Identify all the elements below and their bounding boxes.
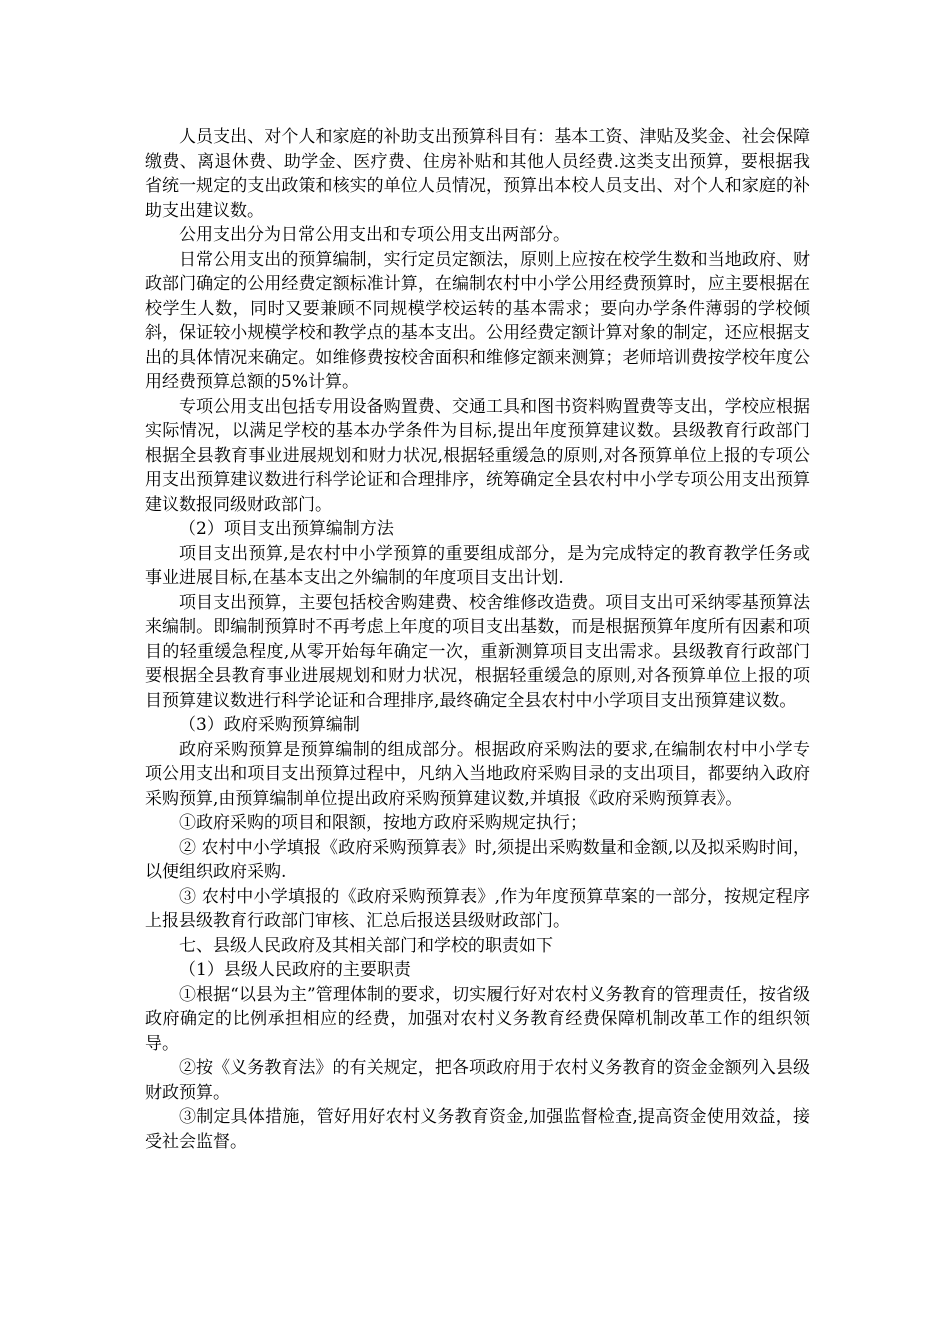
subsection-heading-county-government: （1）县级人民政府的主要职责 [179, 960, 411, 980]
paragraph-special-public-expenditure: 专项公用支出包括专用设备购置费、交通工具和图书资料购置费等支出，学校应根据实际情况，以满足学校的基本办学条件为目标,提出年度预算建议数。县级教育行政部门根据全县教育事业进展规划和财力状况,根据轻重缓急的原则,对各预算单位上报的专项公用支出预算建议数进行科学论证和合理排序，统筹确定全县农村中小学专项公用支出预算建议数报同级财政部门。 [145, 396, 810, 515]
section-heading-responsibilities: 七、县级人民政府及其相关部门和学校的职责如下 [179, 935, 553, 956]
section-heading-procurement-budget: （3）政府采购预算编制 [179, 715, 360, 735]
paragraph-personnel-expenditure: 人员支出、对个人和家庭的补助支出预算科目有：基本工资、津贴及奖金、社会保障缴费、离退休费、助学金、医疗费、住房补贴和其他人员经费.这类支出预算，要根据我省统一规定的支出政策和核实的单位人员情况，预算出本校人员支出、对个人和家庭的补助支出建议数。 [145, 127, 810, 221]
paragraph-procurement-budget: 政府采购预算是预算编制的组成部分。根据政府采购法的要求,在编制农村中小学专项公用支出和项目支出预算过程中，凡纳入当地政府采购目录的支出项目，都要纳入政府采购预算,由预算编制单位提出政府采购预算建议数,并填报《政府采购预算表》。 [145, 739, 810, 809]
list-item-responsibility-2: ②按《义务教育法》的有关规定，把各项政府用于农村义务教育的资金金额列入县级财政预算。 [145, 1058, 810, 1103]
list-item-responsibility-3: ③制定具体措施，管好用好农村义务教育资金,加强监督检查,提高资金使用效益，接受社会监督。 [145, 1107, 810, 1152]
list-item-procurement-1: ①政府采购的项目和限额，按地方政府采购规定执行； [179, 813, 587, 833]
section-heading-project-budget: （2）项目支出预算编制方法 [179, 519, 394, 539]
list-item-responsibility-1: ①根据“以县为主”管理体制的要求，切实履行好对农村义务教育的管理责任，按省级政府确定的比例承担相应的经费，加强对农村义务教育经费保障机制改革工作的组织领导。 [145, 984, 810, 1054]
list-item-procurement-3: ③ 农村中小学填报的《政府采购预算表》,作为年度预算草案的一部分，按规定程序上报县级教育行政部门审核、汇总后报送县级财政部门。 [145, 886, 810, 931]
paragraph-project-budget-definition: 项目支出预算,是农村中小学预算的重要组成部分，是为完成特定的教育教学任务或事业进展目标,在基本支出之外编制的年度项目支出计划. [145, 543, 810, 588]
paragraph-project-budget-method: 项目支出预算，主要包括校舍购建费、校舍维修改造费。项目支出可采纳零基预算法来编制。即编制预算时不再考虑上年度的项目支出基数，而是根据预算年度所有因素和项目的轻重缓急程度,从零开始每年确定一次，重新测算项目支出需求。县级教育行政部门要根据全县教育事业进展规划和财力状况，根据轻重缓急的原则,对各预算单位上报的项目预算建议数进行科学论证和合理排序,最终确定全县农村中小学项目支出预算建议数。 [145, 592, 810, 711]
paragraph-daily-public-expenditure: 日常公用支出的预算编制，实行定员定额法，原则上应按在校学生数和当地政府、财政部门确定的公用经费定额标准计算，在编制农村中小学公用经费预算时，应主要根据在校学生人数，同时又要兼顾不同规模学校运转的基本需求；要向办学条件薄弱的学校倾斜，保证较小规模学校和教学点的基本支出。公用经费定额计算对象的制定，还应根据支出的具体情况来确定。如维修费按校舍面积和维修定额来测算；老师培训费按学校年度公用经费预算总额的5%计算。 [145, 249, 810, 392]
document-body [145, 125, 810, 1154]
paragraph-public-expenditure: 公用支出分为日常公用支出和专项公用支出两部分。 [179, 225, 570, 245]
list-item-procurement-2: ② 农村中小学填报《政府采购预算表》时,须提出采购数量和金额,以及拟采购时间，以便组织政府采购. [145, 837, 810, 882]
